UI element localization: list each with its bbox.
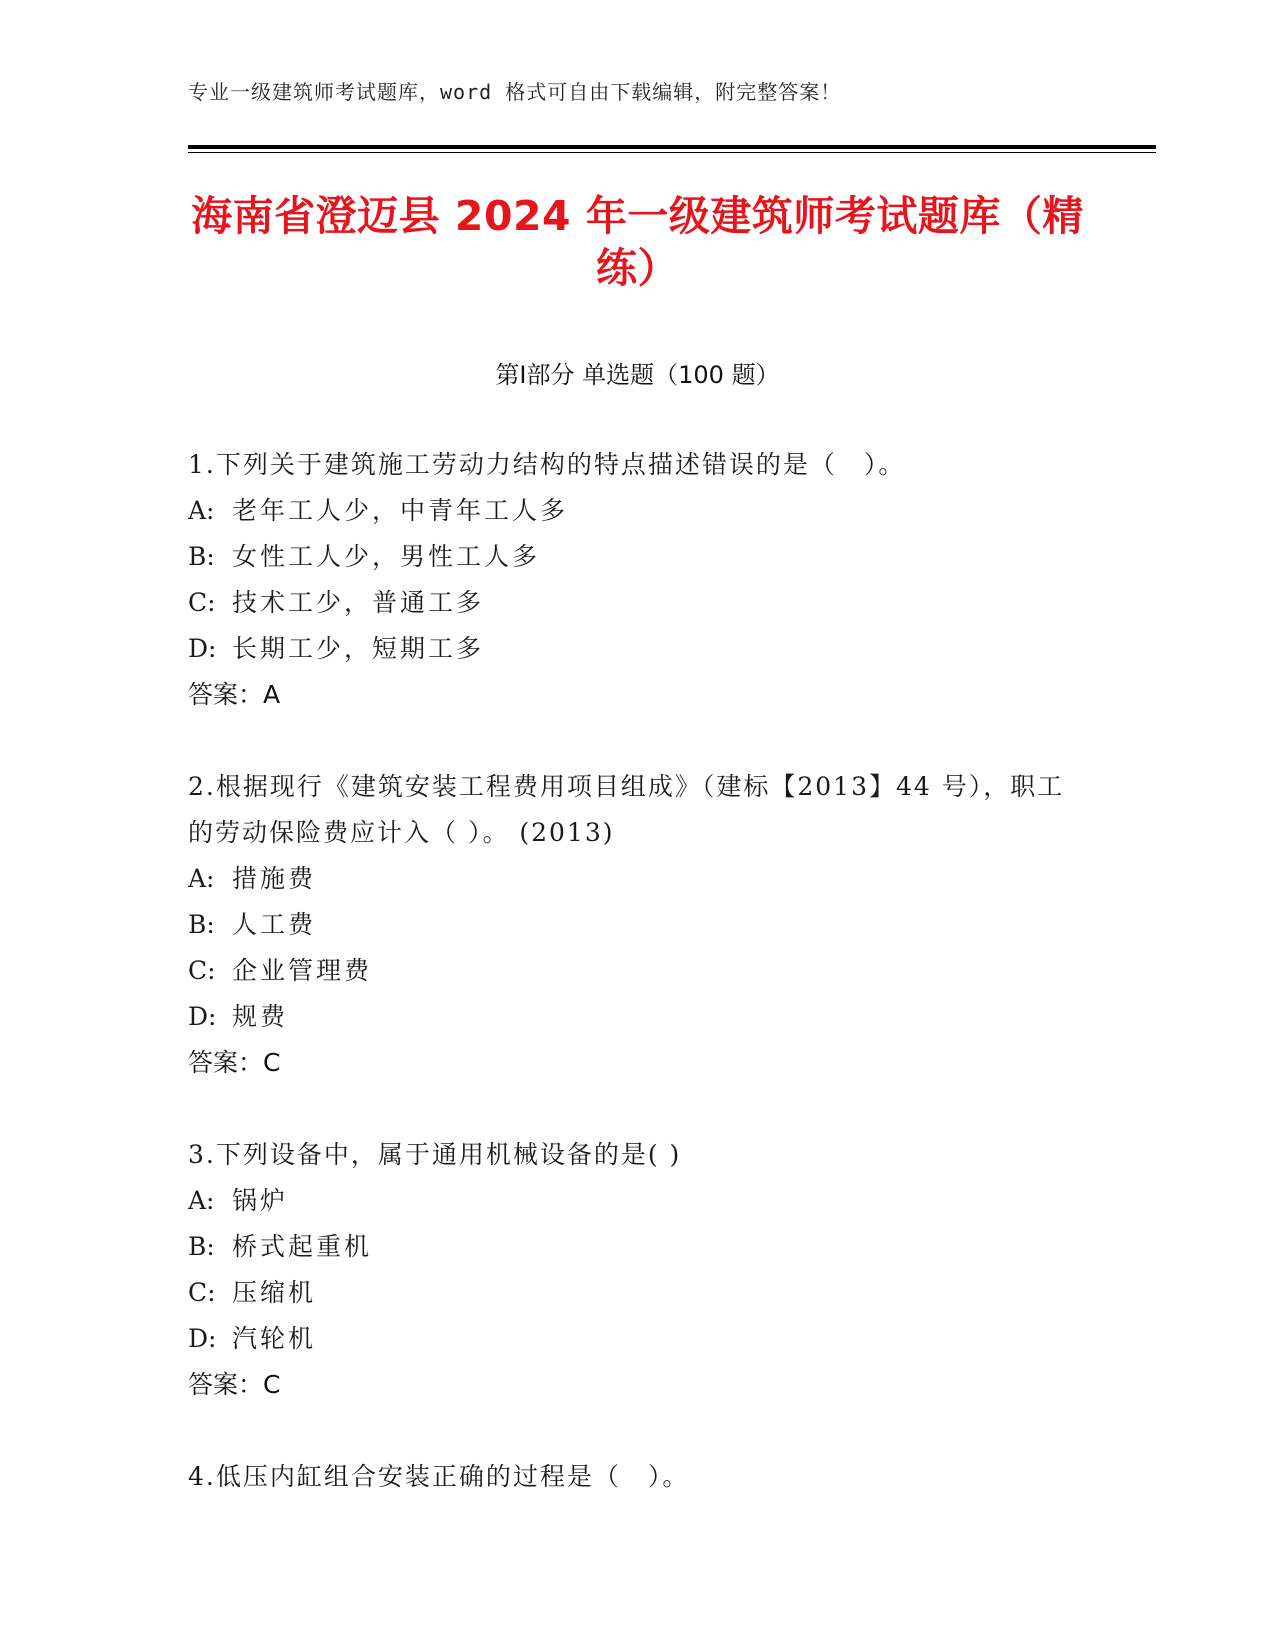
option-key: C: — [188, 588, 216, 617]
option-d — [188, 626, 1088, 672]
option-text: 人工费 — [232, 910, 317, 939]
option-text: 措施费 — [232, 864, 317, 893]
option-b — [188, 902, 1088, 948]
option-c — [188, 948, 1088, 994]
question-stem: 1.下列关于建筑施工劳动力结构的特点描述错误的是（ ）。 — [188, 450, 906, 479]
option-key: D: — [188, 1002, 217, 1031]
question-1 — [188, 442, 1088, 718]
question-stem: 2.根据现行《建筑安装工程费用项目组成》（建标【2013】44 号），职工的劳动保险费应计入（ ）。 (2013) — [188, 772, 1065, 847]
option-key: B: — [188, 910, 215, 939]
option-text: 长期工少，短期工多 — [232, 634, 485, 663]
option-text: 企业管理费 — [232, 956, 373, 985]
header-divider-thick — [188, 145, 1156, 149]
answer-line: 答案：A — [188, 680, 281, 709]
option-text: 女性工人少，男性工人多 — [232, 542, 541, 571]
option-key: D: — [188, 1324, 217, 1353]
option-a — [188, 1178, 1088, 1224]
question-stem: 4.低压内缸组合安装正确的过程是（ ）。 — [188, 1462, 690, 1491]
option-b — [188, 534, 1088, 580]
header-divider-thin — [188, 152, 1156, 153]
option-text: 桥式起重机 — [232, 1232, 373, 1261]
option-text: 锅炉 — [232, 1186, 289, 1215]
option-text: 老年工人少，中青年工人多 — [232, 496, 569, 525]
option-b — [188, 1224, 1088, 1270]
answer-line: 答案：C — [188, 1048, 281, 1077]
question-list — [188, 442, 1088, 1546]
option-d — [188, 994, 1088, 1040]
option-d — [188, 1316, 1088, 1362]
option-text: 技术工少，普通工多 — [232, 588, 485, 617]
question-3 — [188, 1132, 1088, 1408]
document-title: 海南省澄迈县 2024 年一级建筑师考试题库（精练） — [191, 192, 1084, 292]
option-key: A: — [188, 496, 215, 525]
option-key: A: — [188, 1186, 215, 1215]
option-text: 汽轮机 — [232, 1324, 317, 1353]
section-heading: 第Ⅰ部分 单选题（100 题） — [495, 361, 780, 389]
question-2 — [188, 764, 1088, 1086]
option-c — [188, 580, 1088, 626]
option-key: D: — [188, 634, 217, 663]
option-text: 压缩机 — [232, 1278, 317, 1307]
question-stem: 3.下列设备中，属于通用机械设备的是( ) — [188, 1140, 682, 1169]
option-c — [188, 1270, 1088, 1316]
option-key: C: — [188, 1278, 216, 1307]
header-note: 专业一级建筑师考试题库，word 格式可自由下载编辑，附完整答案！ — [188, 80, 842, 104]
option-key: A: — [188, 864, 215, 893]
option-key: C: — [188, 956, 216, 985]
option-a — [188, 488, 1088, 534]
option-key: B: — [188, 1232, 215, 1261]
option-key: B: — [188, 542, 215, 571]
question-4 — [188, 1454, 1088, 1500]
option-a — [188, 856, 1088, 902]
answer-line: 答案：C — [188, 1370, 281, 1399]
option-text: 规费 — [232, 1002, 289, 1031]
